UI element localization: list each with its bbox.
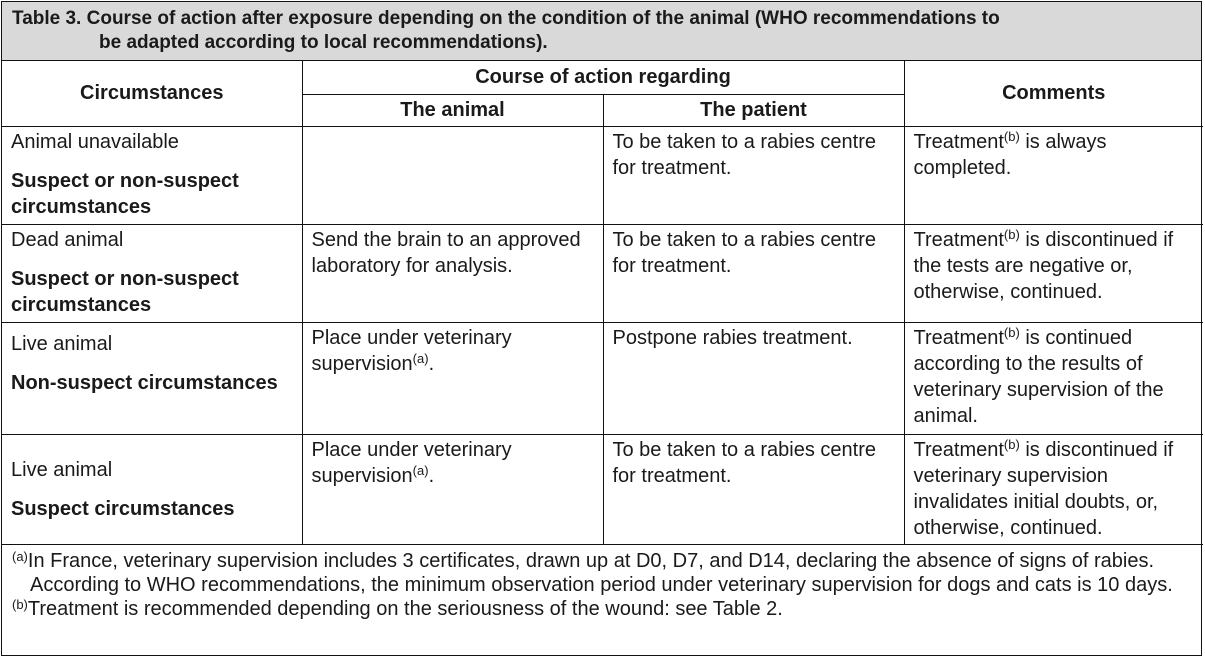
footnote-text: In France, veterinary supervision includes 3 certificates, drawn up at D0, D7, and D14, declaring the absence of signs of rabies. According to WHO recommendations, the minimum observation period under veterinary supervision for dogs and cats is 10 days. — [27, 549, 1173, 596]
patient-action-cell: Postpone rabies treatment. — [603, 322, 904, 434]
footnote-text: Treatment is recommended depending on the seriousness of the wound: see Table 2. — [27, 597, 783, 620]
patient-action-cell: To be taken to a rabies centre for treatment. — [603, 434, 904, 544]
header-the-patient: The patient — [603, 94, 904, 126]
table-title-line-2: be adapted according to local recommendations). — [99, 32, 548, 53]
footnote-marker: (b) — [12, 596, 28, 612]
header-circumstances: Circumstances — [2, 61, 302, 126]
table-3-container — [1, 1, 1202, 656]
animal-action-cell: Send the brain to an approved laboratory for analysis. — [302, 224, 603, 322]
animal-state: Animal unavailable — [11, 130, 179, 153]
footnote-ref-b: (b) — [1003, 324, 1020, 340]
footnote-b — [12, 597, 1193, 621]
table-row — [2, 126, 1203, 224]
footnote-ref-b: (b) — [1003, 128, 1020, 144]
footnote-marker: (a) — [12, 548, 28, 564]
comments-cell: Treatment$^{(b)}$ is discontinued if the tests are negative or, otherwise, continued. — [904, 224, 1203, 322]
footnote-ref-b: (b) — [1003, 226, 1020, 242]
circumstance-type: Non-suspect circumstances — [11, 371, 278, 394]
table-title-line-1: Table 3. Course of action after exposure depending on the condition of the animal (WHO recommendations to — [12, 8, 1000, 29]
animal-action-cell: Place under veterinary supervision$^{(a)}$. — [302, 434, 603, 544]
animal-action-cell: Place under veterinary supervision$^{(a)}$. — [302, 322, 603, 434]
course-of-action-table — [2, 61, 1203, 545]
footnote-a — [12, 549, 1193, 597]
circumstances-cell — [2, 434, 302, 544]
footnotes — [2, 545, 1201, 621]
footnote-ref-b: (b) — [1003, 436, 1020, 452]
header-the-animal: The animal — [302, 94, 603, 126]
animal-state: Live animal — [11, 332, 113, 355]
table-row — [2, 434, 1203, 544]
patient-action-cell: To be taken to a rabies centre for treatment. — [603, 126, 904, 224]
circumstance-type: Suspect circumstances — [11, 497, 235, 520]
circumstances-cell — [2, 224, 302, 322]
footnote-ref-a: (a) — [412, 462, 429, 478]
comments-cell: Treatment$^{(b)}$ is always completed. — [904, 126, 1203, 224]
animal-state: Dead animal — [11, 228, 124, 251]
patient-action-cell: To be taken to a rabies centre for treatment. — [603, 224, 904, 322]
table-title — [2, 2, 1201, 61]
header-comments: Comments — [904, 61, 1203, 126]
circumstances-cell — [2, 322, 302, 434]
comments-cell: Treatment$^{(b)}$ is discontinued if veterinary supervision invalidates initial doubts, or, otherwise, continued. — [904, 434, 1203, 544]
animal-action-cell — [302, 126, 603, 224]
circumstance-type: Suspect or non-suspect circumstances — [11, 267, 239, 316]
circumstance-type: Suspect or non-suspect circumstances — [11, 169, 239, 218]
circumstances-cell — [2, 126, 302, 224]
table-row — [2, 322, 1203, 434]
table-row — [2, 224, 1203, 322]
header-course-of-action: Course of action regarding — [302, 61, 904, 94]
animal-state: Live animal — [11, 458, 113, 481]
footnote-ref-a: (a) — [412, 350, 429, 366]
comments-cell: Treatment$^{(b)}$ is continued according to the results of veterinary supervision of the animal. — [904, 322, 1203, 434]
